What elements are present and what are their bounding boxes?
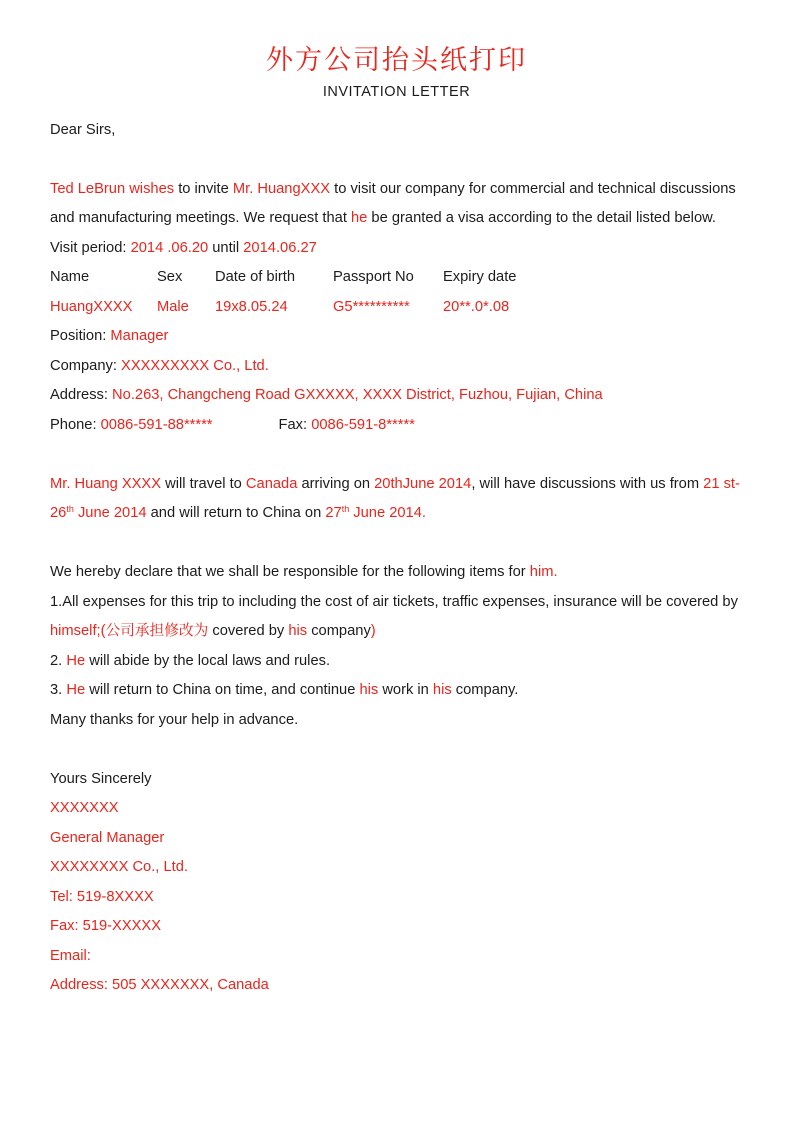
text-run: company. [451, 682, 519, 699]
text-run: Address: [50, 387, 113, 404]
text-run: 2014.06.27 [243, 239, 317, 256]
text-run: his [288, 623, 308, 640]
paragraph-table-header [50, 263, 742, 293]
text-run: Phone: [50, 416, 101, 433]
text-run: will return to China on time, and continue [85, 682, 360, 699]
text-run: his [359, 682, 379, 699]
text-run: to invite [174, 180, 233, 197]
text-run: his [432, 682, 452, 699]
paragraph-item-1 [50, 588, 742, 647]
paragraph-company [50, 352, 742, 382]
text-run: be granted a visa according to the detail listed below. [367, 210, 716, 227]
text-run: will abide by the local laws and rules. [85, 652, 331, 669]
blank-line [50, 735, 742, 765]
text-run: himself;(公司承担修改为 [50, 623, 209, 640]
paragraph-signer-address [50, 971, 742, 1001]
text-run: He [66, 652, 86, 669]
page-title-english: INVITATION LETTER [322, 84, 471, 101]
text-run: Address: 505 XXXXXXX, Canada [50, 977, 269, 994]
text-run: 27 [325, 505, 342, 522]
text-run: XXXXXXXX Co., Ltd. [50, 859, 188, 876]
text-run: Visit period: [50, 239, 131, 256]
text-run: Fax: 519-XXXXX [50, 918, 162, 935]
text-run: 0086-591-88***** [100, 416, 213, 433]
text-run: Position: [50, 328, 111, 345]
text-run: work in [378, 682, 433, 699]
text-run: he [351, 210, 368, 227]
text-run: Mr. Huang XXXX [50, 475, 162, 492]
text-run: him. [529, 564, 558, 581]
paragraph-signer-email [50, 942, 742, 972]
paragraph-thanks [50, 706, 742, 736]
text-run: 0086-591-8***** [311, 416, 415, 433]
table-header-cell-2: Date of birth [215, 269, 296, 286]
table-header-cell-0: Name [50, 269, 90, 286]
text-run: Ted LeBrun wishes [50, 180, 175, 197]
table-header-cell-1: Sex [157, 269, 183, 286]
text-run: 2. [50, 652, 67, 669]
text-run: Mr. HuangXXX [232, 180, 331, 197]
text-run: Dear Sirs, [50, 121, 116, 138]
table-row-cell-3: G5********** [333, 298, 410, 315]
text-run: No.263, Changcheng Road GXXXXX, XXXX District, Fuzhou, Fujian, China [112, 387, 603, 404]
paragraph-item-2 [50, 647, 742, 677]
paragraph-table-row [50, 293, 742, 323]
paragraph-position [50, 322, 742, 352]
paragraph-intro [50, 175, 742, 234]
table-row-cell-4: 20**.0*.08 [443, 298, 510, 315]
text-run: 1.All expenses for this trip to including the cost of air tickets, traffic expenses, insurance will be covered by [50, 593, 738, 610]
text-run: will travel to [161, 475, 246, 492]
text-run: ) [370, 623, 376, 640]
blank-line [50, 529, 742, 559]
text-run: 21 st-26 [50, 475, 740, 522]
text-run: to visit our company for commercial and technical discussions and manufacturing meetings. We request that [50, 180, 736, 227]
text-run: Yours Sincerely [50, 770, 152, 787]
text-run: Manager [110, 328, 169, 345]
text-run: company [307, 623, 371, 640]
text-run: Email: [50, 947, 91, 964]
text-run: Tel: 519-8XXXX [50, 888, 154, 905]
paragraph-address [50, 381, 742, 411]
text-run-superscript: th [341, 504, 350, 515]
paragraph-signer-name [50, 794, 742, 824]
text-run: until [208, 239, 244, 256]
text-run: General Manager [50, 829, 165, 846]
paragraph-signer-tel [50, 883, 742, 913]
paragraph-declaration [50, 558, 742, 588]
blank-line [50, 145, 742, 175]
text-run: and will return to China on [146, 505, 326, 522]
text-run: , will have discussions with us from [471, 475, 704, 492]
text-run-superscript: th [66, 504, 74, 515]
text-run: arriving on [297, 475, 375, 492]
text-run: June 2014 [73, 505, 147, 522]
letter-body [50, 116, 742, 1001]
text-run: We hereby declare that we shall be responsible for the following items for [50, 564, 530, 581]
paragraph-signer-fax [50, 912, 742, 942]
paragraph-signer-title [50, 824, 742, 854]
table-header-cell-3: Passport No [333, 269, 414, 286]
text-run: He [66, 682, 86, 699]
text-run: June 2014. [349, 505, 426, 522]
paragraph-signer-company [50, 853, 742, 883]
text-run: XXXXXXX [50, 800, 119, 817]
blank-line [50, 440, 742, 470]
paragraph-item-3 [50, 676, 742, 706]
text-run: 2014 .06.20 [130, 239, 209, 256]
paragraph-phone-fax [50, 411, 742, 441]
table-row-cell-1: Male [157, 298, 189, 315]
text-run: Canada [245, 475, 298, 492]
table-row-cell-0: HuangXXXX [50, 298, 133, 315]
paragraph-travel [50, 470, 742, 529]
text-run: 3. [50, 682, 67, 699]
paragraph-salutation [50, 116, 742, 146]
text-run: 20thJune 2014 [374, 475, 472, 492]
text-run: covered by [208, 623, 289, 640]
table-row-cell-2: 19x8.05.24 [215, 298, 288, 315]
paragraph-visit-period [50, 234, 742, 264]
text-run: Fax: [278, 416, 312, 433]
table-header-cell-4: Expiry date [443, 269, 517, 286]
text-run: XXXXXXXXX Co., Ltd. [121, 357, 269, 374]
paragraph-closing [50, 765, 742, 795]
page-title-chinese: 外方公司抬头纸打印 [266, 45, 527, 75]
text-run: Company: [50, 357, 122, 374]
text-run: Many thanks for your help in advance. [50, 711, 299, 728]
